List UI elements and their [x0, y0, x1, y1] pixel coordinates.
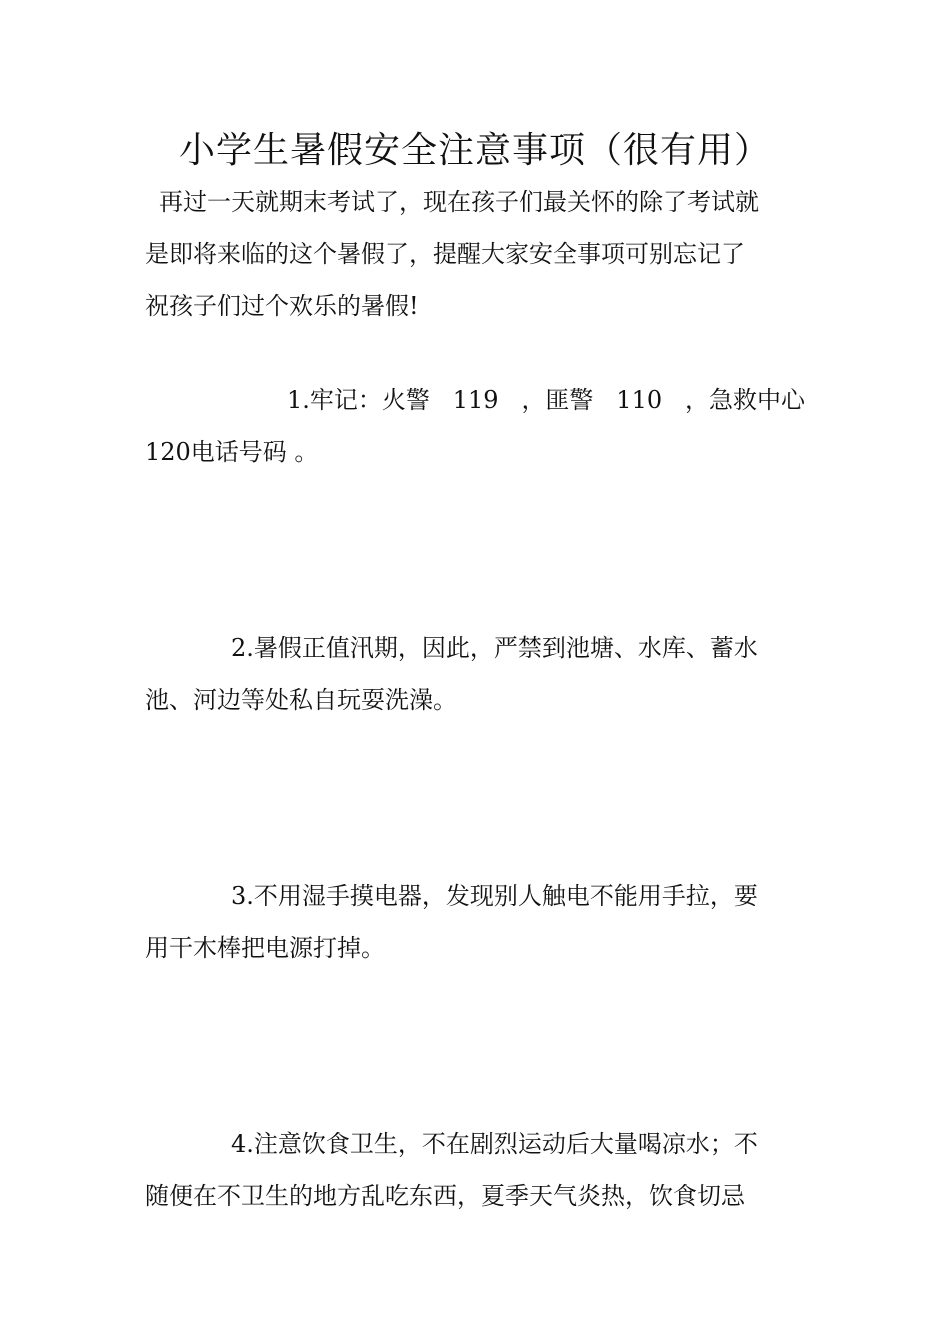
item-3-line-1: 3.不用湿手摸电器，发现别人触电不能用手拉，要 — [231, 882, 758, 910]
item-1-part-1: 1.牢记：火警 — [287, 386, 430, 414]
item-1-line-2: 120电话号码 。 — [145, 438, 319, 466]
document-title: 小学生暑假安全注意事项（很有用） — [178, 130, 771, 171]
item-2-line-2: 池、河边等处私自玩耍洗澡。 — [145, 686, 457, 714]
item-3-paragraph — [145, 870, 805, 974]
item-1-part-5: ，急救中心 — [684, 386, 805, 414]
item-1-part-2: 119 — [452, 386, 499, 414]
item-4-line-2: 随便在不卫生的地方乱吃东西，夏季天气炎热，饮食切忌 — [145, 1182, 745, 1210]
item-1-part-3: ，匪警 — [521, 386, 594, 414]
intro-line-1: 再过一天就期末考试了，现在孩子们最关怀的除了考试就 — [159, 188, 759, 216]
intro-paragraph — [145, 176, 805, 332]
item-4-line-1: 4.注意饮食卫生，不在剧烈运动后大量喝凉水；不 — [231, 1130, 758, 1158]
item-3-line-2: 用干木棒把电源打掉。 — [145, 934, 385, 962]
intro-line-2: 是即将来临的这个暑假了，提醒大家安全事项可别忘记了 — [145, 240, 745, 268]
item-2-line-1: 2.暑假正值汛期，因此，严禁到池塘、水库、蓄水 — [231, 634, 758, 662]
item-1-paragraph — [145, 374, 805, 478]
item-2-paragraph — [145, 622, 805, 726]
item-1-line-1 — [145, 374, 805, 426]
item-1-part-4: 110 — [616, 386, 663, 414]
intro-line-3: 祝孩子们过个欢乐的暑假! — [145, 292, 419, 320]
item-4-paragraph — [145, 1118, 805, 1222]
